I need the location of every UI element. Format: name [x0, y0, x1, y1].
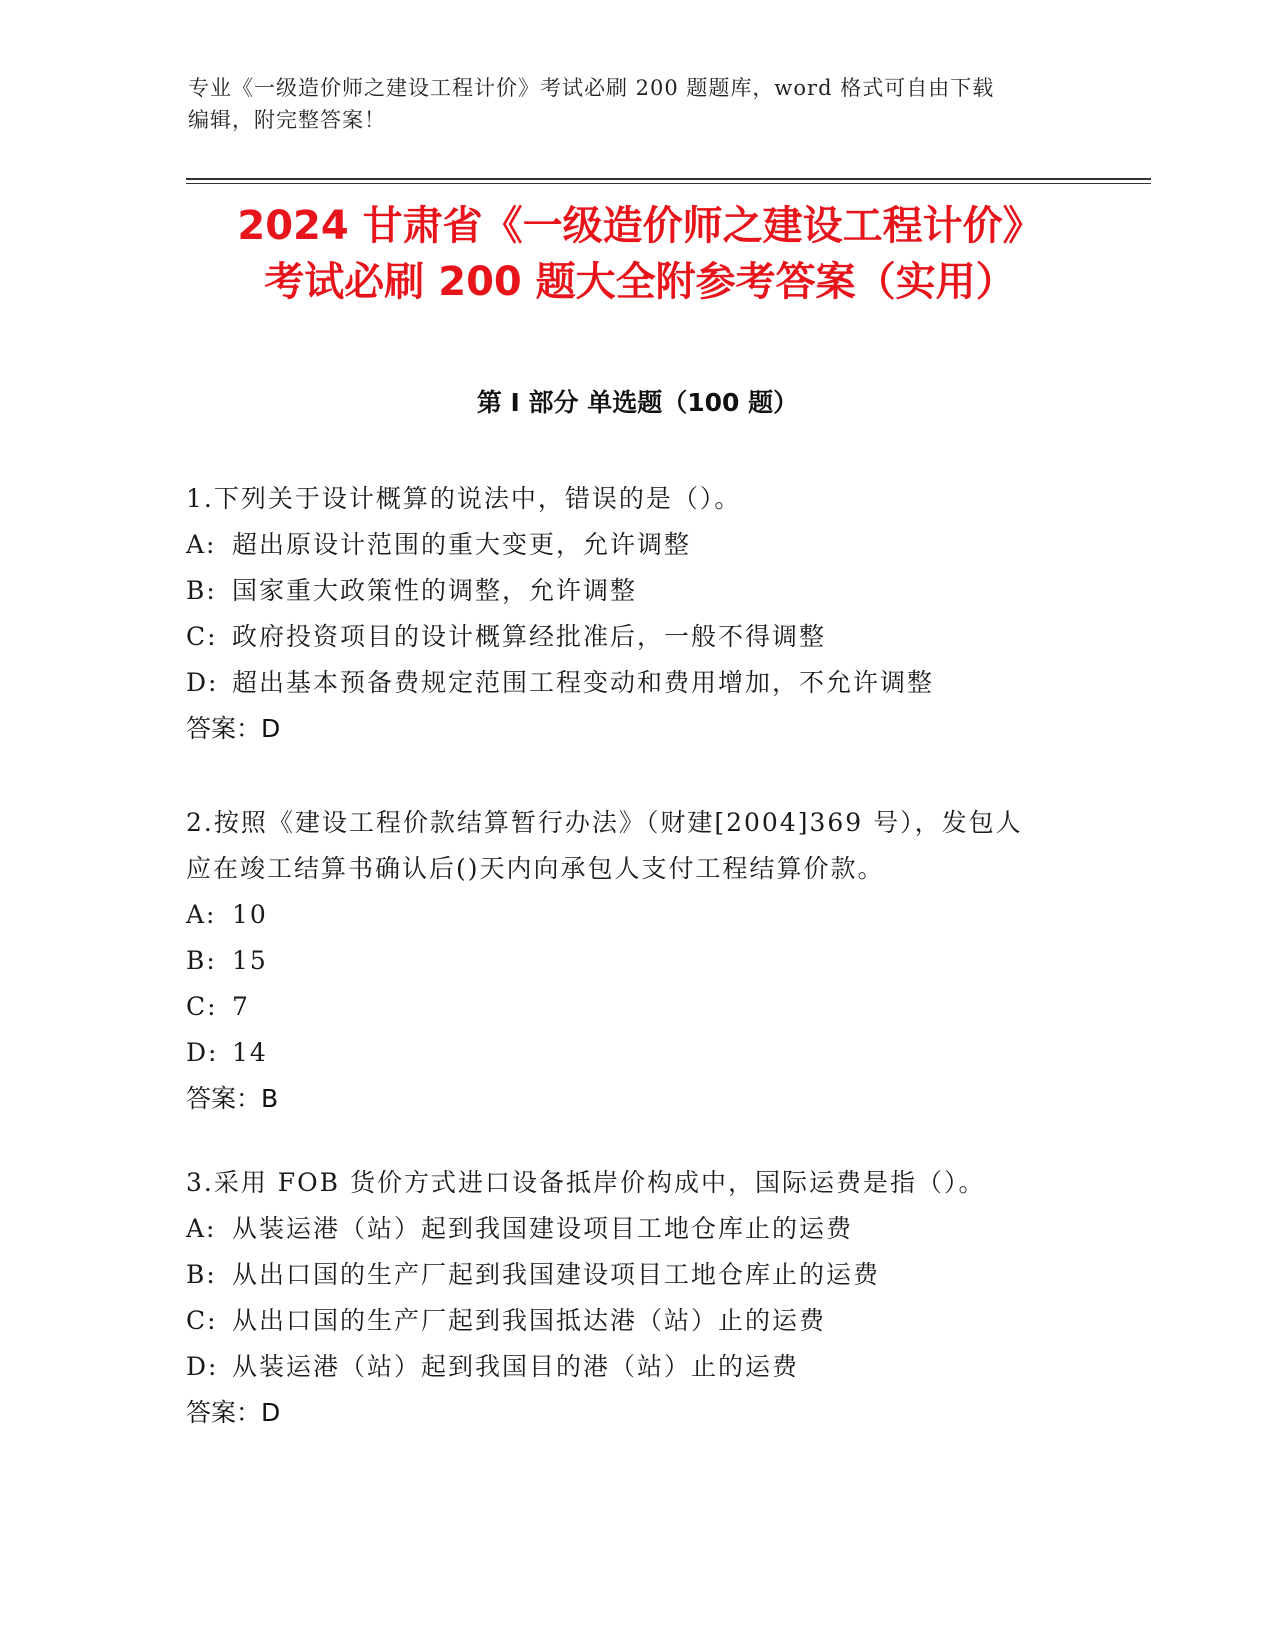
- option-text: 从出口国的生产厂起到我国抵达港（站）止的运费: [232, 1306, 827, 1335]
- answer: 答案：D: [186, 714, 281, 743]
- option-key: B:: [186, 946, 217, 975]
- option-text: 10: [232, 900, 268, 929]
- option-key: D:: [186, 1038, 219, 1067]
- header-divider-thin: [186, 183, 1151, 184]
- option-key: A:: [186, 900, 217, 929]
- option-d: [186, 660, 1086, 706]
- option-c: [186, 984, 1086, 1030]
- option-c: [186, 1298, 1086, 1344]
- option-key: C:: [186, 622, 218, 651]
- option-a: [186, 1206, 1086, 1252]
- option-a: [186, 522, 1086, 568]
- option-b: [186, 938, 1086, 984]
- option-c: [186, 614, 1086, 660]
- page-title-line-2: 考试必刷 200 题大全附参考答案（实用）: [264, 259, 1016, 305]
- header-note-line-2: 编辑，附完整答案！: [188, 108, 386, 132]
- option-key: B:: [186, 1260, 217, 1289]
- option-key: D:: [186, 1352, 219, 1381]
- option-text: 政府投资项目的设计概算经批准后，一般不得调整: [232, 622, 827, 651]
- section-title: 第 I 部分 单选题（100 题）: [476, 388, 799, 417]
- option-text: 从出口国的生产厂起到我国建设项目工地仓库止的运费: [232, 1260, 881, 1289]
- option-a: [186, 892, 1086, 938]
- question-2: [186, 800, 1086, 1122]
- option-text: 从装运港（站）起到我国建设项目工地仓库止的运费: [232, 1214, 854, 1243]
- option-text: 14: [232, 1038, 268, 1067]
- option-key: B:: [186, 576, 217, 605]
- page-title: [140, 198, 1140, 310]
- answer: 答案：B: [186, 1084, 279, 1113]
- option-d: [186, 1344, 1086, 1390]
- question-stem-line-2: 应在竣工结算书确认后()天内向承包人支付工程结算价款。: [186, 854, 885, 883]
- option-d: [186, 1030, 1086, 1076]
- question-stem-line-1: 2.按照《建设工程价款结算暂行办法》（财建[2004]369 号），发包人: [186, 808, 1023, 837]
- header-note-line-1: 专业《一级造价师之建设工程计价》考试必刷 200 题题库，word 格式可自由下载: [188, 76, 995, 100]
- question-stem: 1.下列关于设计概算的说法中，错误的是（）。: [186, 484, 742, 513]
- option-b: [186, 1252, 1086, 1298]
- option-text: 从装运港（站）起到我国目的港（站）止的运费: [232, 1352, 800, 1381]
- question-3: [186, 1160, 1086, 1436]
- header-note: [188, 72, 1088, 136]
- option-text: 15: [232, 946, 268, 975]
- page-title-line-1: 2024 甘肃省《一级造价师之建设工程计价》: [237, 203, 1043, 249]
- option-key: D:: [186, 668, 219, 697]
- answer: 答案：D: [186, 1398, 281, 1427]
- option-text: 国家重大政策性的调整，允许调整: [232, 576, 638, 605]
- option-key: A:: [186, 530, 217, 559]
- option-key: A:: [186, 1214, 217, 1243]
- question-1: [186, 476, 1086, 752]
- option-key: C:: [186, 992, 218, 1021]
- option-text: 7: [232, 992, 250, 1021]
- option-text: 超出基本预备费规定范围工程变动和费用增加，不允许调整: [232, 668, 935, 697]
- option-text: 超出原设计范围的重大变更，允许调整: [232, 530, 692, 559]
- option-b: [186, 568, 1086, 614]
- option-key: C:: [186, 1306, 218, 1335]
- question-stem: 3.采用 FOB 货价方式进口设备抵岸价构成中，国际运费是指（）。: [186, 1168, 986, 1197]
- header-divider-thick: [186, 178, 1151, 180]
